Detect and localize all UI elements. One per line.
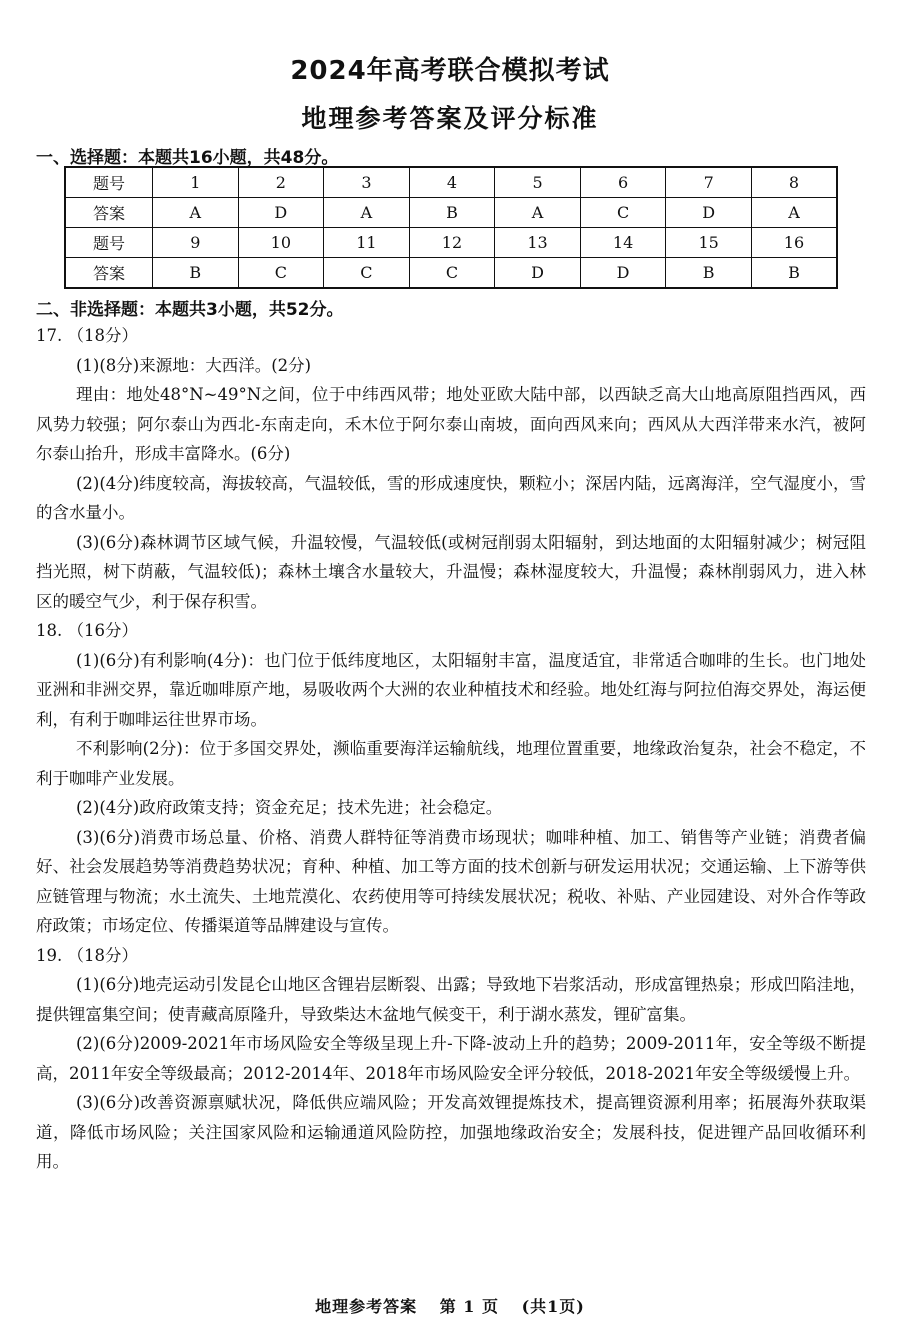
table-cell: D [666, 198, 752, 228]
table-cell: C [409, 258, 495, 289]
table-cell: 14 [580, 228, 666, 258]
table-row-header: 答案 [65, 258, 153, 289]
table-cell: 9 [153, 228, 239, 258]
free-response-answers [36, 321, 866, 1177]
table-row [65, 198, 837, 228]
answer-paragraph: (2)(6分)2009-2021年市场风险安全等级呈现上升-下降-波动上升的趋势；2009-2011年，安全等级不断提高，2011年安全等级最高；2012-2014年、2018年市场风险安全评分较低，2018-2021年安全等级缓慢上升。 [36, 1034, 866, 1083]
table-cell: 15 [666, 228, 752, 258]
section-multiple-choice-heading: 一、选择题：本题共16小题，共48分。 [36, 148, 339, 168]
table-cell: D [238, 198, 324, 228]
table-cell: 6 [580, 167, 666, 198]
table-cell: C [238, 258, 324, 289]
table-cell: 3 [324, 167, 410, 198]
answer-paragraph: (2)(4分)政府政策支持；资金充足；技术先进；社会稳定。 [76, 798, 503, 817]
table-cell: A [153, 198, 239, 228]
table-cell: 16 [751, 228, 837, 258]
table-cell: B [666, 258, 752, 289]
footer-total-pages: (共1页) [521, 1297, 585, 1316]
table-row [65, 258, 837, 289]
footer-subject: 地理参考答案 [315, 1297, 418, 1316]
table-cell: 1 [153, 167, 239, 198]
section-free-response-heading: 二、非选择题：本题共3小题，共52分。 [36, 300, 344, 320]
table-cell: D [495, 258, 581, 289]
table-cell: A [324, 198, 410, 228]
answer-paragraph: 理由：地处48°N~49°N之间，位于中纬西风带；地处亚欧大陆中部，以西缺乏高大山地高原阻挡西风，西风势力较强；阿尔泰山为西北-东南走向，禾木位于阿尔泰山南坡，面向西风来向；西风从大西洋带来水汽，被阿尔泰山抬升，形成丰富降水。(6分) [36, 385, 866, 463]
question-number: 17. （18分） [36, 326, 138, 345]
table-row-header: 题号 [65, 167, 153, 198]
table-cell: C [580, 198, 666, 228]
answer-paragraph: (1)(8分)来源地：大西洋。(2分) [76, 355, 312, 375]
table-cell: 7 [666, 167, 752, 198]
table-cell: C [324, 258, 410, 289]
table-row-header: 答案 [65, 198, 153, 228]
table-cell: B [409, 198, 495, 228]
table-row-header: 题号 [65, 228, 153, 258]
table-cell: D [580, 258, 666, 289]
table-cell: 11 [324, 228, 410, 258]
footer-page-number: 第 1 页 [439, 1297, 499, 1316]
table-cell: 4 [409, 167, 495, 198]
answer-paragraph: (3)(6分)改善资源禀赋状况，降低供应端风险；开发高效锂提炼技术，提高锂资源利用率；拓展海外获取渠道，降低市场风险；关注国家风险和运输通道风险防控，加强地缘政治安全；发展科技，促进锂产品回收循环利用。 [36, 1093, 866, 1171]
table-cell: B [751, 258, 837, 289]
answer-paragraph: (1)(6分)有利影响(4分)：也门位于低纬度地区，太阳辐射丰富，温度适宜，非常适合咖啡的生长。也门地处亚洲和非洲交界，靠近咖啡原产地，易吸收两个大洲的农业种植技术和经验。地处红海与阿拉伯海交界处，海运便利，有利于咖啡运往世界市场。 [36, 650, 866, 729]
answer-table [64, 166, 838, 289]
table-cell: A [495, 198, 581, 228]
table-cell: 2 [238, 167, 324, 198]
table-cell: 5 [495, 167, 581, 198]
page-footer [0, 1294, 900, 1317]
table-cell: A [751, 198, 837, 228]
table-cell: B [153, 258, 239, 289]
answer-paragraph: (3)(6分)消费市场总量、价格、消费人群特征等消费市场现状；咖啡种植、加工、销售等产业链；消费者偏好、社会发展趋势等消费趋势状况；育种、种植、加工等方面的技术创新与研发运用状况；交通运输、上下游等供应链管理与物流；水土流失、土地荒漠化、农药使用等可持续发展状况；税收、补贴、产业园建设、对外合作等政府政策；市场定位、传播渠道等品牌建设与宣传。 [36, 827, 866, 935]
table-cell: 12 [409, 228, 495, 258]
answer-paragraph: (3)(6分)森林调节区域气候，升温较慢，气温较低(或树冠削弱太阳辐射，到达地面的太阳辐射减少；树冠阻挡光照，树下荫蔽，气温较低)；森林土壤含水量较大，升温慢；森林湿度较大，升温慢；森林削弱风力，进入林区的暖空气少，利于保存积雪。 [36, 532, 866, 611]
table-row [65, 167, 837, 198]
answer-paragraph: 不利影响(2分)：位于多国交界处，濒临重要海洋运输航线，地理位置重要，地缘政治复杂，社会不稳定，不利于咖啡产业发展。 [36, 739, 866, 788]
question-number: 18. （16分） [36, 621, 138, 640]
answer-paragraph: (1)(6分)地壳运动引发昆仑山地区含锂岩层断裂、出露；导致地下岩浆活动，形成富锂热泉；形成凹陷洼地，提供锂富集空间；使青藏高原隆升，导致柴达木盆地气候变干，利于湖水蒸发，锂矿富集。 [36, 975, 866, 1024]
question-number: 19. （18分） [36, 945, 138, 965]
table-cell: 10 [238, 228, 324, 258]
table-cell: 8 [751, 167, 837, 198]
document-subtitle: 地理参考答案及评分标准 [301, 104, 599, 133]
table-row [65, 228, 837, 258]
answer-paragraph: (2)(4分)纬度较高，海拔较高，气温较低，雪的形成速度快，颗粒小；深居内陆，远离海洋，空气湿度小，雪的含水量小。 [36, 473, 866, 522]
table-cell: 13 [495, 228, 581, 258]
exam-title: 2024年高考联合模拟考试 [290, 56, 610, 86]
